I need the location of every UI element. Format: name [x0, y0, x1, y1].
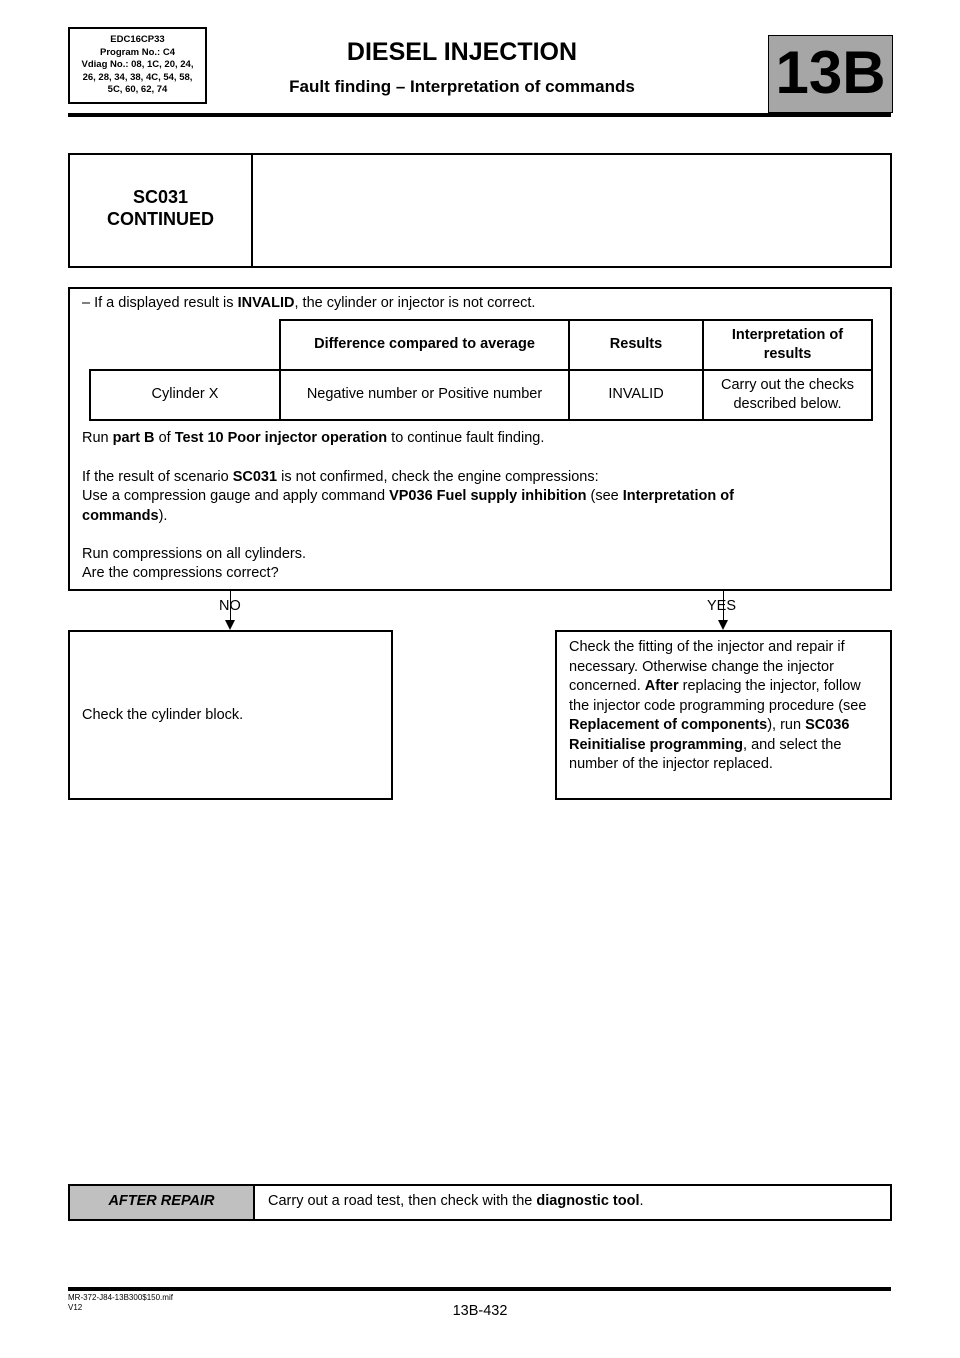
section-badge: 13B: [768, 35, 893, 113]
column-header: Interpretation of results: [703, 320, 872, 370]
bold-text: Replacement of components: [569, 717, 768, 733]
scenario-code: SC031: [132, 187, 189, 207]
applicability-line: EDC16CP33: [110, 34, 165, 45]
applicability-box: [68, 27, 207, 104]
scenario-cell: [70, 155, 253, 266]
scenario-status: CONTINUED: [107, 209, 214, 229]
text-segment: If the result of scenario: [82, 469, 233, 485]
column-header: Results: [569, 320, 703, 370]
no-label: NO: [219, 598, 241, 614]
text-segment: (see: [586, 488, 623, 504]
footer-rule: [68, 1287, 891, 1291]
use-text: [82, 487, 820, 526]
page-number: 13B-432: [452, 1303, 508, 1319]
footer-file: MR-372-J84-13B300$150.mif: [68, 1293, 173, 1302]
text-segment: .: [639, 1193, 644, 1209]
bold-text: diagnostic tool: [536, 1193, 640, 1209]
table-cell: INVALID: [569, 370, 703, 420]
page-title: DIESEL INJECTION: [346, 38, 578, 66]
table-cell: Negative number or Positive number: [280, 370, 569, 420]
applicability-line: Vdiag No.: 08, 1C, 20, 24,: [81, 59, 194, 70]
text-segment: is not confirmed, check the engine compressions:: [277, 469, 599, 485]
bold-text: After: [644, 678, 679, 694]
text-segment: Check the fitting of the injector and repair if necessary.: [569, 639, 845, 675]
applicability-line: 5C, 60, 62, 74: [107, 84, 168, 95]
text-segment: to continue fault finding.: [387, 430, 545, 446]
page-subtitle: Fault finding – Interpretation of commands: [289, 77, 635, 96]
bold-text: INVALID: [237, 295, 295, 311]
text-segment: – If a displayed result is: [82, 295, 238, 311]
footer-meta: [68, 1293, 173, 1312]
column-header: Difference compared to average: [280, 320, 569, 370]
text-segment: of: [154, 430, 175, 446]
header-rule: [68, 113, 891, 117]
after-repair-text: [268, 1193, 644, 1209]
table-header-row: [90, 320, 872, 370]
text-segment: Otherwise change the injector concerned.: [569, 658, 834, 694]
run-text: [82, 429, 878, 449]
after-repair-label: AFTER REPAIR: [70, 1186, 255, 1219]
text-segment: Carry out a road test, then check with the: [268, 1193, 537, 1209]
procedure-box: [68, 287, 892, 591]
text-segment: , and select the number of the injector replaced.: [569, 736, 842, 772]
footer-version: V12: [68, 1302, 83, 1312]
text-segment: Use a compression gauge and apply command: [82, 488, 390, 504]
table-cell: Cylinder X: [90, 370, 280, 420]
yes-label: YES: [707, 598, 737, 614]
applicability-line: 26, 28, 34, 38, 4C, 54, 58,: [82, 71, 193, 83]
results-table: [89, 319, 873, 421]
bold-text: SC031: [232, 469, 278, 485]
text-segment: , the cylinder or injector is not correct.: [294, 295, 536, 311]
bold-text: Test 10 Poor injector operation: [174, 430, 388, 446]
text-segment: replacing the injector, follow the injector code programming procedure (see: [569, 678, 867, 714]
text-segment: Run: [82, 430, 113, 446]
after-repair-box: [68, 1184, 892, 1221]
bold-text: part B: [112, 430, 155, 446]
run-compressions-text: [82, 545, 878, 565]
no-branch-text: Check the cylinder block.: [82, 707, 244, 723]
arrow-down-icon: [225, 620, 235, 630]
bold-text: Interpretation of commands: [82, 488, 734, 524]
text-segment: ), run: [767, 717, 806, 733]
applicability-line: Program No.: C4: [100, 46, 175, 58]
table-row: [90, 370, 872, 420]
no-branch-box: [68, 630, 393, 800]
table-cell: Carry out the checks described below.: [703, 370, 872, 420]
ifnot-text: [82, 468, 820, 488]
bold-text: SC036 Reinitialise programming: [569, 717, 850, 753]
arrow-down-icon: [718, 620, 728, 630]
text-segment: Are the compressions correct?: [82, 565, 279, 581]
question-text: [82, 564, 878, 584]
text-segment: ).: [158, 507, 168, 524]
intro-text: [82, 294, 878, 314]
text-segment: Run compressions on all cylinders.: [82, 546, 307, 562]
yes-branch-box: [555, 630, 892, 800]
scenario-box: [68, 153, 892, 268]
bold-text: VP036 Fuel supply inhibition: [389, 488, 587, 504]
